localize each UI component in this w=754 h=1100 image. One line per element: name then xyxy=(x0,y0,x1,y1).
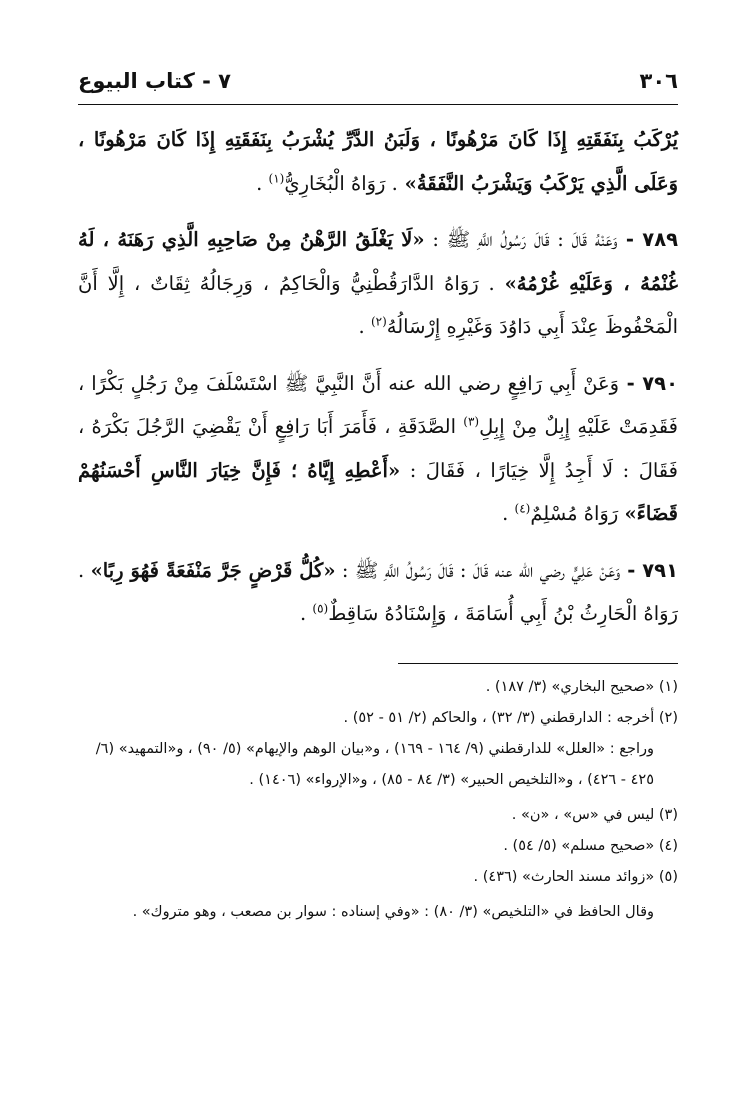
footnote-ref: (٣) xyxy=(463,414,480,429)
footnote-item: وقال الحافظ في «التلخيص» (٣/ ٨٠) : «وفي إسناده : سوار بن مصعب ، وهو متروك» . xyxy=(132,904,654,920)
footnote-item: (١) «صحيح البخاري» (٣/ ١٨٧) . xyxy=(485,679,678,695)
narration-text: وَعَنْهُ قَالَ : قَالَ رَسُولُ اللَّهِ ﷺ : xyxy=(424,228,618,251)
narration-text: . رَوَاهُ الْبُخَارِيُّ xyxy=(284,171,398,195)
hadith-quote: «لَا يَغْلَقُ الرَّهْنُ مِنْ صَاحِبِهِ الَّذِي رَهَنَهُ ، لَهُ غُنْمُهُ ، وَعَلَيْهِ غُرْمُهُ» xyxy=(78,228,678,295)
hadith-paragraph-789 xyxy=(78,218,678,349)
footnote-item: (٣) ليس في «س» ، «ن» . xyxy=(511,807,678,823)
narration-text: . xyxy=(358,315,371,338)
page-number: ٣٠٦ xyxy=(639,69,678,93)
hadith-quote: يُرْكَبُ بِنَفَقَتِهِ إِذَا كَانَ مَرْهُونًا ، وَلَبَنُ الدَّرِّ يُشْرَبُ بِنَفَقَتِهِ إِذَا كَانَ مَرْهُونًا ، وَعَلَى الَّذِي يَرْكَبُ وَيَشْرَبُ النَّفَقَةُ» xyxy=(78,128,678,195)
narration-text: . xyxy=(299,602,313,625)
hadith-quote: «كُلُّ قَرْضٍ جَرَّ مَنْفَعَةً فَهُوَ رِبًا» xyxy=(90,558,336,582)
narration-text: . رَوَاهُ الدَّارَقُطْنِيُّ وَالْحَاكِمُ ، وَرِجَالُهُ ثِقَاتٌ ، إِلَّا أَنَّ الْمَحْفُوظَ عِنْدَ أَبِي دَاوُدَ وَغَيْرِهِ إِرْسَالُهُ xyxy=(78,271,678,338)
chapter-title: ٧ - كتاب البيوع xyxy=(78,69,231,93)
hadith-quote: «أَعْطِهِ إِيَّاهُ ؛ فَإِنَّ خِيَارَ النَّاسِ أَحْسَنُهُمْ قَضَاءً» xyxy=(78,458,678,525)
header-divider xyxy=(78,104,678,105)
footnote-divider xyxy=(398,663,678,664)
hadith-text xyxy=(78,118,678,636)
hadith-paragraph-791 xyxy=(78,549,678,636)
narration-text: . رَوَاهُ الْحَارِثُ بْنُ أَبِي أُسَامَةَ ، وَإِسْنَادُهُ سَاقِطٌ xyxy=(78,558,678,625)
footnote-item: (٢) أخرجه : الدارقطني (٣/ ٣٢) ، والحاكم (٢/ ٥١ - ٥٢) . xyxy=(343,710,678,726)
footnote-ref: (٢) xyxy=(370,314,387,329)
narration-text: رَوَاهُ مُسْلِمٌ xyxy=(530,502,625,525)
footnote-item: (٥) «زوائد مسند الحارث» (٤٣٦) . xyxy=(473,869,678,885)
footnotes xyxy=(78,672,678,928)
footnote-item: (٤) «صحيح مسلم» (٥/ ٥٤) . xyxy=(503,838,678,854)
hadith-paragraph-790 xyxy=(78,362,678,536)
hadith-number: ٧٨٩ - xyxy=(617,228,679,251)
hadith-number: ٧٩٠ - xyxy=(619,371,678,395)
footnote-ref: (٥) xyxy=(312,601,329,616)
narration-text: . xyxy=(256,171,269,195)
narration-text: الصَّدَقَةِ ، فَأَمَرَ أَبَا رَافِعٍ أَنْ يَقْضِيَ الرَّجُلَ بَكْرَهُ ، فَقَالَ : لَا أَجِدُ إِلَّا خِيَارًا ، فَقَالَ : xyxy=(78,415,678,482)
footnote-item: وراجع : «العلل» للدارقطني (٩/ ١٦٤ - ١٦٩) ، و«بيان الوهم والإيهام» (٥/ ٩٠) ، و«التمهيد» (٦/ ٤٢٥ - ٤٢٦) ، و«التلخيص الحبير» (٣/ ٨٤ - ٨٥) ، و«الإرواء» (١٤٠٦) . xyxy=(95,741,654,788)
narration-text: وَعَنْ عَلِيٍّ رضي الله عنه قَالَ : قَالَ رَسُولُ اللَّهِ ﷺ : xyxy=(335,558,621,582)
hadith-number: ٧٩١ - xyxy=(620,558,678,582)
narration-text: . xyxy=(502,502,515,525)
running-header xyxy=(78,64,678,98)
footnote-ref: (١) xyxy=(268,171,285,185)
footnote-ref: (٤) xyxy=(514,501,531,516)
hadith-paragraph-cont xyxy=(78,118,678,205)
narration-text: وَعَنْ أَبِي رَافِعٍ رضي الله عنه أَنَّ النَّبِيَّ ﷺ اسْتَسْلَفَ مِنْ رَجُلٍ بَكْرًا ، فَقَدِمَتْ عَلَيْهِ إِبِلٌ مِنْ إِبِلِ xyxy=(78,371,678,438)
